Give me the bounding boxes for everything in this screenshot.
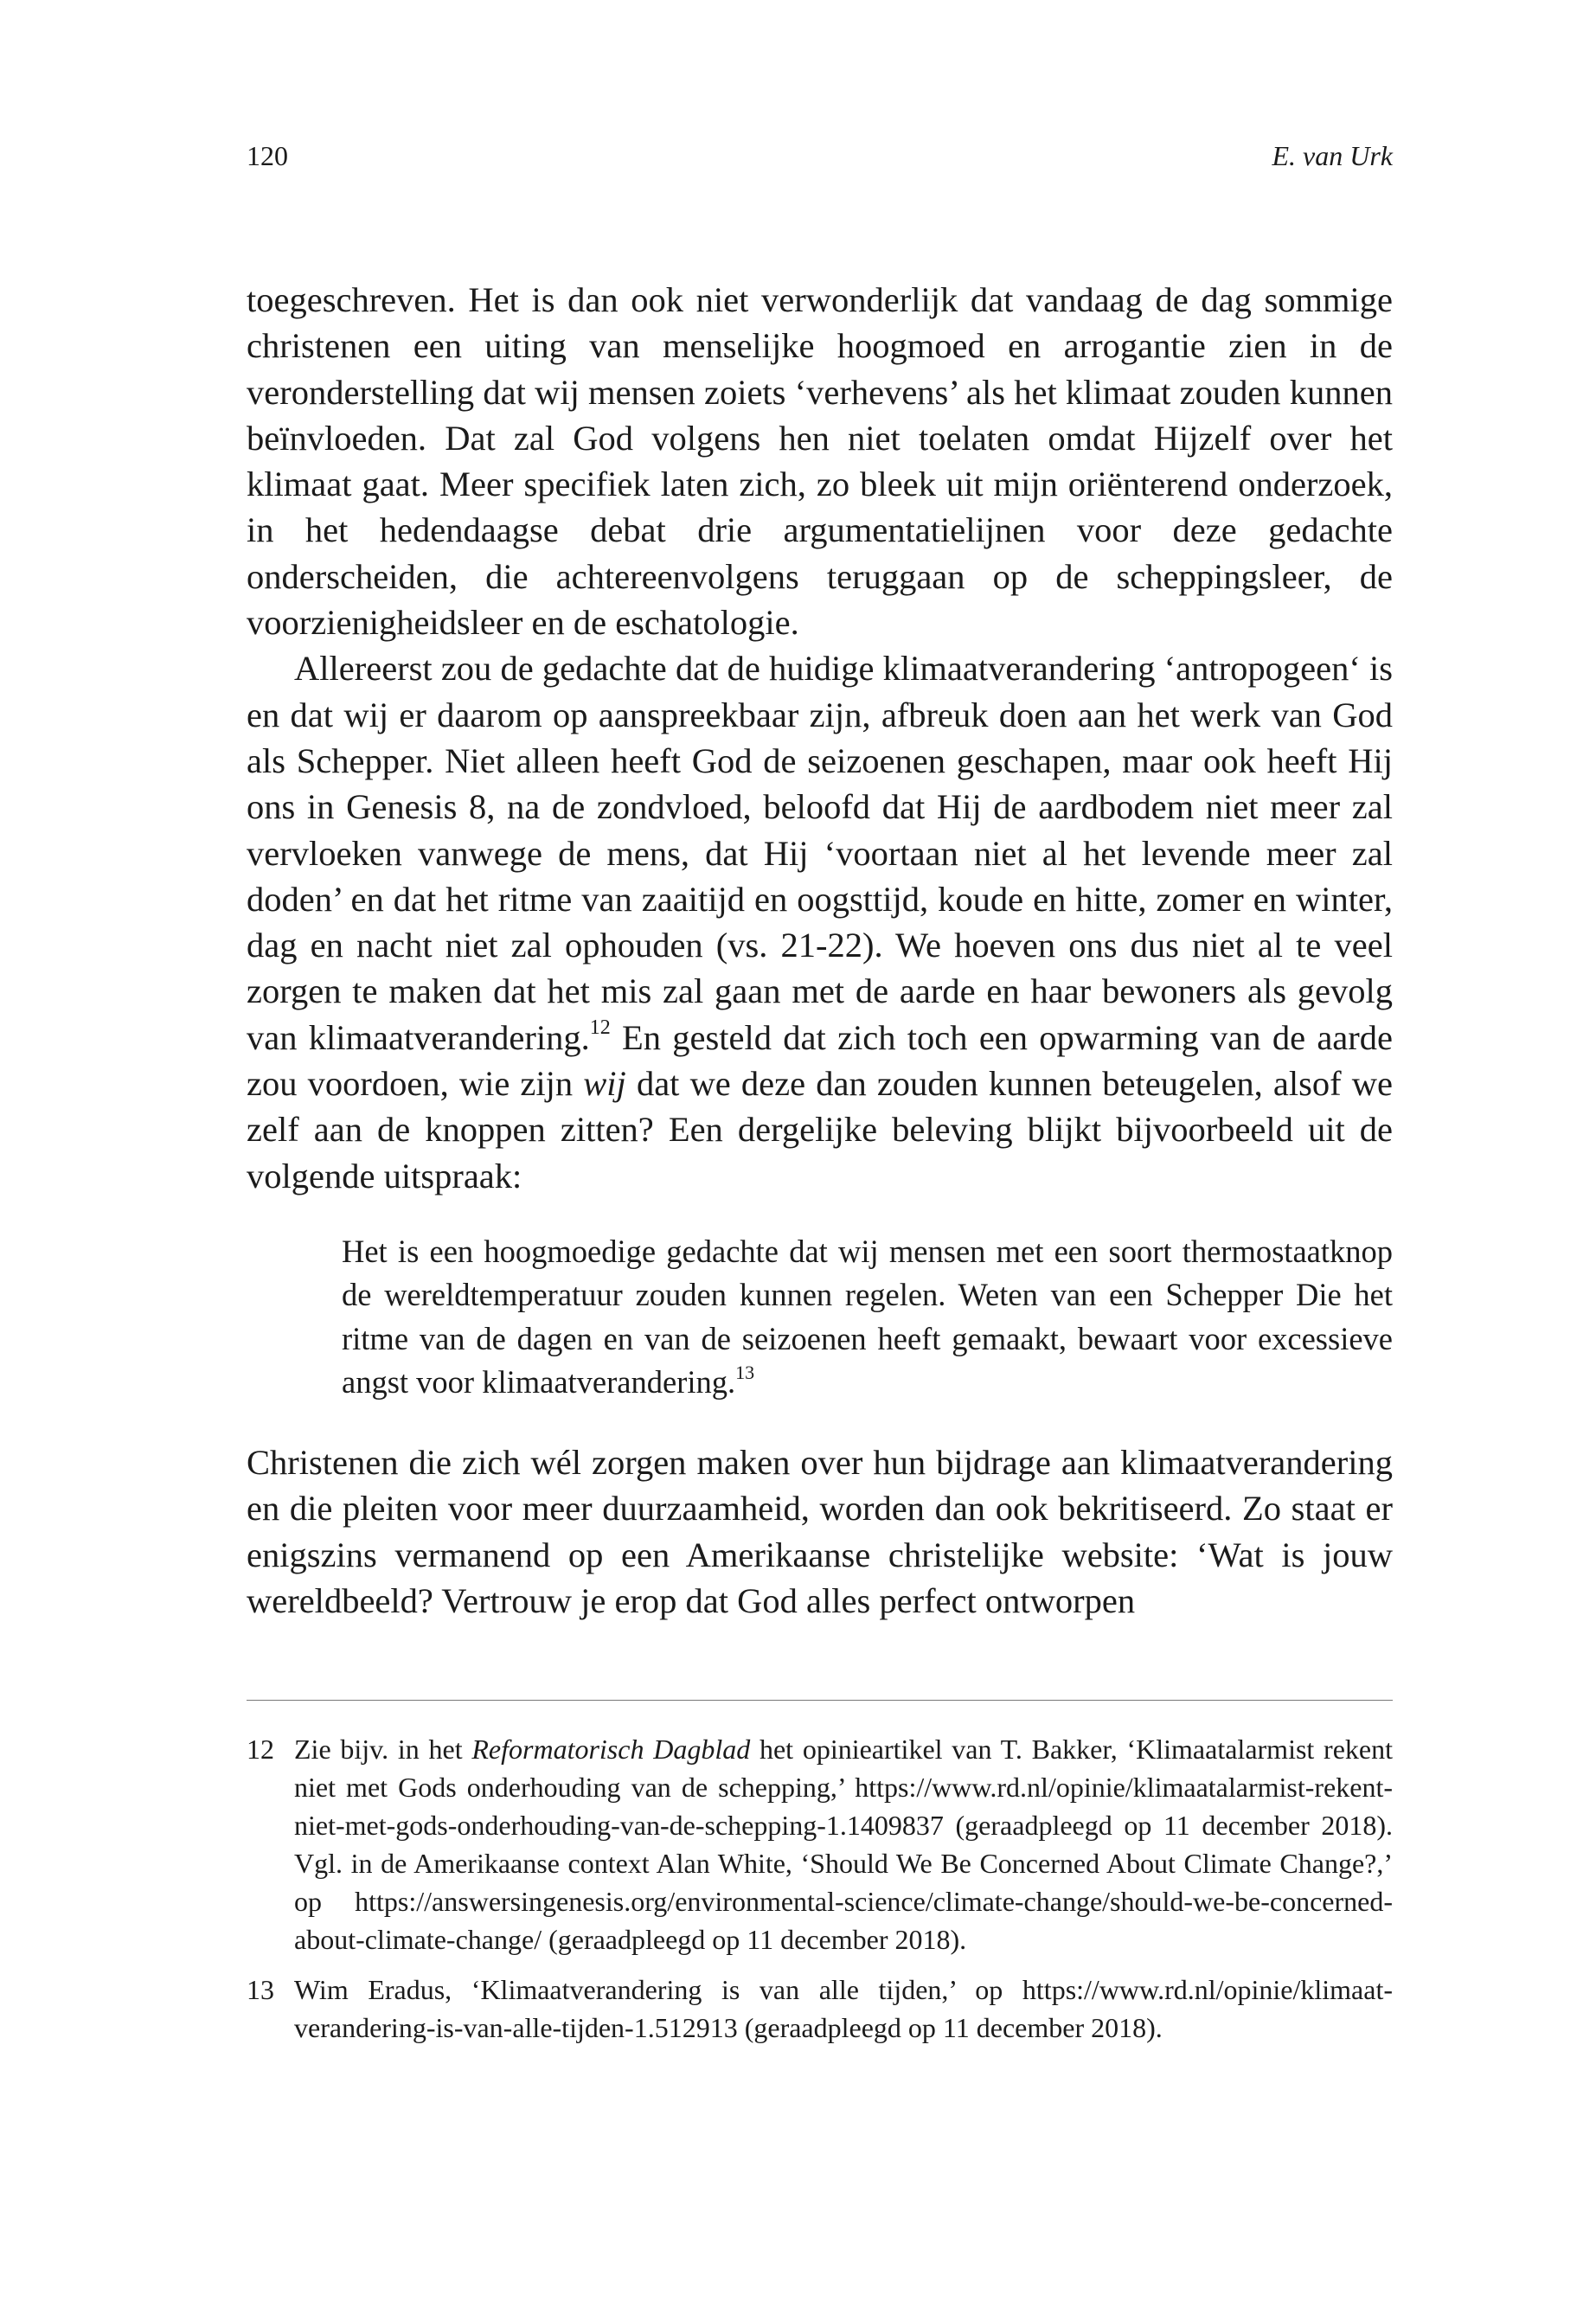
footnotes (247, 1730, 1393, 2059)
block-quote (342, 1230, 1393, 1405)
footnote-divider (247, 1700, 1393, 1701)
footnote-text (294, 1734, 1393, 1955)
footnote-ref-12[interactable]: 12 (589, 1016, 611, 1040)
footnote-text-b: het opinieartikel van T. Bakker, ‘Klimaatalarmist rekent niet met Gods onderhouding van de schepping,’ https://www.rd.nl/opinie/klimaatalarmist-rekent-niet-met-gods-onderhouding-van-de-schepping-1.1409837 (geraadpleegd op 11 december 2018). Vgl. in de Amerikaanse context Alan White, ‘Should We Be Concerned About Climate Change?,’ op https://answersingenesis.org/environmental-science/climate-change/should-we-be-concerned-about-climate-change/ (geraadpleegd op 11 december 2018). (294, 1734, 1394, 1955)
page-number: 120 (247, 140, 288, 171)
footnote-number: 13 (247, 1974, 274, 2005)
running-head-author: E. van Urk (1272, 140, 1393, 171)
footnote-number: 12 (247, 1734, 274, 1765)
footnote-12 (247, 1730, 1393, 1958)
main-text (247, 277, 1393, 1624)
footnote-ref-13[interactable]: 13 (735, 1362, 755, 1384)
paragraph-3: Christenen die zich wél zorgen maken over hun bijdrage aan klimaatverandering en die pleiten voor meer duurzaamheid, worden dan ook bekritiseerd. Zo staat er enigszins vermanend op een Amerikaanse christelijke website: ‘Wat is jouw wereldbeeld? Vertrouw je erop dat God alles perfect ontworpen (247, 1442, 1393, 1620)
footnote-13 (247, 1971, 1393, 2047)
paragraph-1: toegeschreven. Het is dan ook niet verwonderlijk dat vandaag de dag sommige christenen een uiting van menselijke hoogmoed en arrogantie zien in de veronderstelling dat wij mensen zoiets ‘verhevens’ als het klimaat zouden kunnen beïnvloeden. Dat zal God volgens hen niet toelaten omdat Hijzelf over het klimaat gaat. Meer specifiek laten zich, zo bleek uit mijn oriënterend onderzoek, in het hedendaagse debat drie argumentatielijnen voor deze gedachte onderscheiden, die achtereenvolgens teruggaan op de scheppingsleer, de voorzienigheidsleer en de eschatologie. (247, 280, 1393, 643)
paragraph-2-text-a: Allereerst zou de gedachte dat de huidige klimaatverandering ‘antropogeen‘ is en dat wij er daarom op aanspreekbaar zijn, afbreuk doen aan het werk van God als Schepper. Niet alleen heeft God de seizoenen geschapen, maar ook heeft Hij ons in Genesis 8, na de zondvloed, beloofd dat Hij de aardbodem niet meer zal vervloeken vanwege de mens, dat Hij ‘voortaan niet al het levende meer zal doden’ en dat het ritme van zaaitijd en oogsttijd, koude en hitte, zomer en winter, dag en nacht niet zal ophouden (vs. 21-22). We hoeven ons dus niet al te veel zorgen te maken dat het mis zal gaan met de aarde en haar bewoners als gevolg van klimaatverandering. (247, 649, 1393, 1057)
paragraph-2-text-c: dat we deze dan zouden kunnen beteugelen, alsof we zelf aan de knoppen zitten? Een dergelijke beleving blijkt bijvoorbeeld uit de volgende uitspraak: (247, 1064, 1394, 1195)
paragraph-2-emphasis: wij (583, 1064, 626, 1104)
paragraph-2 (247, 645, 1393, 1199)
footnote-text: Wim Eradus, ‘Klimaatverandering is van alle tijden,’ op https://www.rd.nl/opinie/klimaatverandering-is-van-alle-tijden-1.512913 (geraadpleegd op 11 december 2018). (294, 1974, 1393, 2043)
block-quote-text: Het is een hoogmoedige gedachte dat wij mensen met een soort thermostaatknop de wereldtemperatuur zouden kunnen regelen. Weten van een Schepper Die het ritme van de dagen en van de seizoenen heeft gemaakt, bewaart voor excessieve angst voor klimaatverandering. (342, 1233, 1393, 1400)
paragraph-2-text-b: En gesteld dat zich toch een opwarming van de aarde zou voordoen, wie zijn (247, 1017, 1393, 1104)
footnote-text-a: Zie bijv. in het (294, 1734, 472, 1765)
footnote-emphasis: Reformatorisch Dagblad (471, 1734, 751, 1765)
